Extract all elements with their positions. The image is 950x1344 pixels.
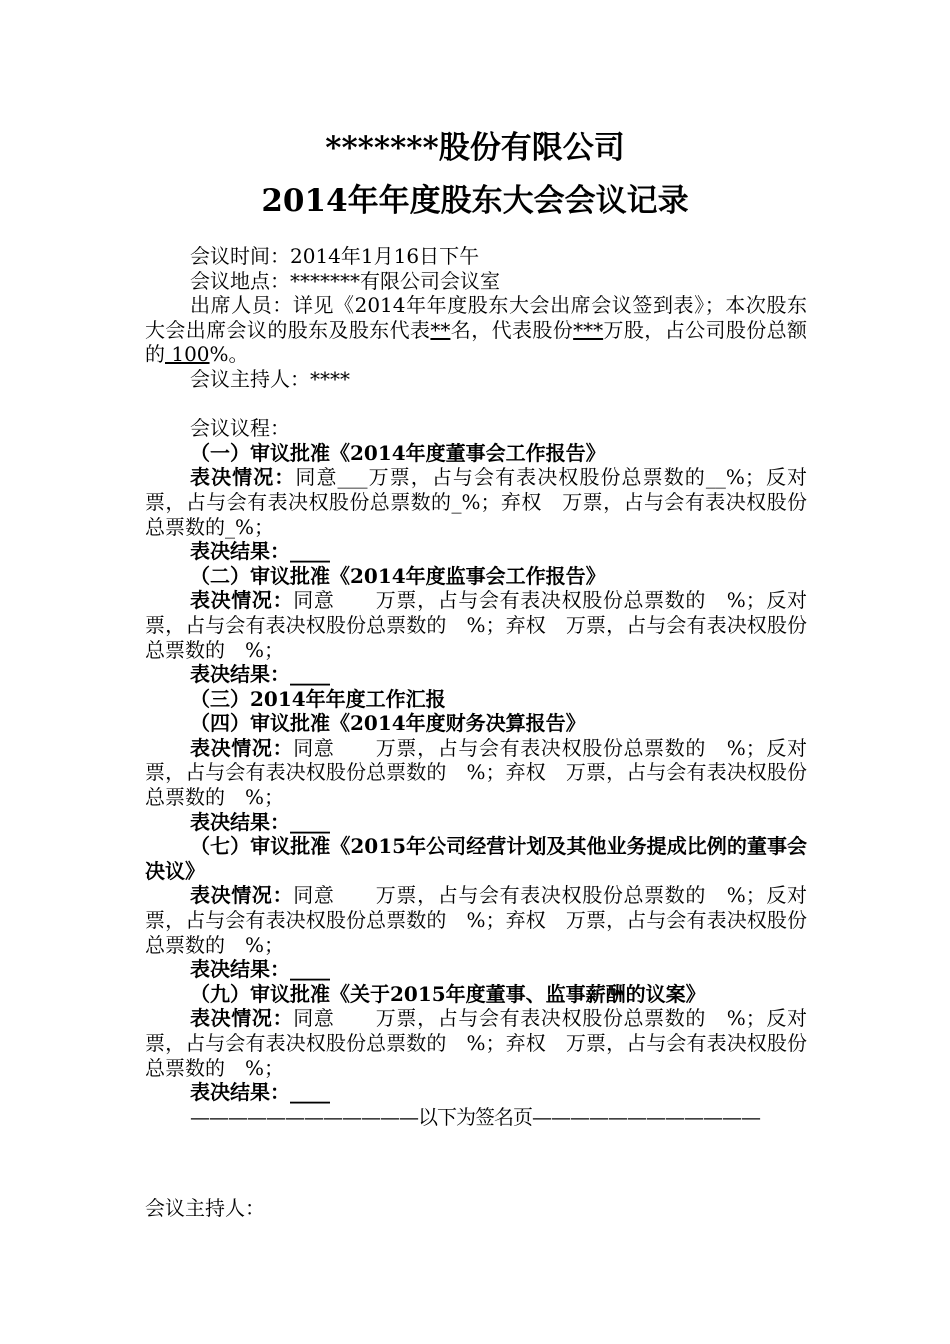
agenda-item-3-heading: （三）2014年年度工作汇报 bbox=[190, 686, 446, 711]
vote-text: 同意 万票，占与会有表决权股份总票数的 %；反对 票，占与会有表决权股份总票数的 %；弃权 万票，占与会有表决权股份总票数的 %； bbox=[145, 1006, 827, 1080]
result-blank: ____ bbox=[290, 957, 330, 982]
attendees-percent: 100 bbox=[165, 342, 210, 367]
meeting-host: 会议主持人：**** bbox=[190, 366, 350, 391]
agenda-item-2-result bbox=[145, 662, 807, 687]
agenda-item-7-vote bbox=[145, 883, 827, 957]
vote-blank: ___ bbox=[337, 465, 368, 490]
attendees bbox=[145, 293, 807, 367]
vote-label: 表决情况： bbox=[190, 883, 294, 908]
result-label: 表决结果： bbox=[190, 1080, 290, 1105]
attendees-text-b: 名，代表股份 bbox=[450, 317, 574, 342]
attendees-text-d: %。 bbox=[209, 342, 249, 367]
blank-line bbox=[145, 392, 807, 417]
agenda-item-9-vote bbox=[145, 1006, 827, 1080]
agenda-item-4-result bbox=[145, 810, 807, 835]
vote-blank: __ bbox=[705, 465, 726, 490]
attendees-text-a: 出席人员：详见《2014年年度股东大会出席会议签到表》；本次股东大会出席会议的股东及股东代表 bbox=[145, 293, 807, 342]
agenda-label: 会议议程： bbox=[190, 416, 290, 441]
agenda-item-9-heading: （九）审议批准《关于2015年度董事、监事薪酬的议案》 bbox=[190, 981, 706, 1006]
vote-text: 同意 万票，占与会有表决权股份总票数的 %；反对 票，占与会有表决权股份总票数的 %；弃权 万票，占与会有表决权股份总票数的 %； bbox=[145, 735, 827, 810]
signature-host-label: 会议主持人： bbox=[145, 1196, 265, 1220]
vote-text: %；弃权 万票，占与会有表决权股份总票数的 bbox=[145, 489, 807, 539]
agenda-item-4-vote bbox=[145, 735, 827, 810]
agenda-item-1-heading: （一）审议批准《2014年度董事会工作报告》 bbox=[190, 440, 606, 465]
signature-separator: ————————————以下为签名页———————————— bbox=[190, 1104, 760, 1129]
agenda-item-2-heading: （二）审议批准《2014年度监事会工作报告》 bbox=[190, 563, 606, 588]
vote-text: 同意 万票，占与会有表决权股份总票数的 %；反对 票，占与会有表决权股份总票数的 %；弃权 万票，占与会有表决权股份总票数的 %； bbox=[145, 883, 827, 957]
agenda-item-9-result bbox=[145, 1080, 807, 1105]
vote-text: %；反对 票，占与会有表决权股份总票数的 bbox=[145, 465, 828, 514]
attendees-text-c: 万股，占公司股份总额的 bbox=[145, 317, 808, 367]
result-blank: ____ bbox=[290, 539, 330, 564]
agenda-item-1-result bbox=[145, 539, 807, 564]
vote-text: %； bbox=[235, 514, 275, 539]
result-blank: ____ bbox=[290, 662, 330, 687]
agenda-item-2-vote bbox=[145, 588, 827, 662]
result-label: 表决结果： bbox=[190, 957, 290, 982]
result-blank: ____ bbox=[290, 1080, 330, 1105]
attendees-shares: *** bbox=[573, 317, 604, 342]
vote-blank: _ bbox=[225, 514, 235, 539]
result-label: 表决结果： bbox=[190, 662, 290, 687]
document-title-meeting: 2014年年度股东大会会议记录 bbox=[261, 183, 689, 219]
vote-text: 同意 万票，占与会有表决权股份总票数的 %；反对 票，占与会有表决权股份总票数的 %；弃权 万票，占与会有表决权股份总票数的 %； bbox=[145, 588, 827, 662]
vote-label: 表决情况： bbox=[190, 735, 294, 760]
vote-text: 万票，占与会有表决权股份总票数的 bbox=[367, 465, 706, 490]
document-body bbox=[145, 244, 828, 1129]
document-title-company: *******股份有限公司 bbox=[325, 130, 625, 166]
meeting-time: 会议时间：2014年1月16日下午 bbox=[190, 244, 480, 268]
vote-label: 表决情况： bbox=[190, 1006, 294, 1031]
attendees-count: ** bbox=[430, 317, 451, 342]
agenda-item-7-result bbox=[145, 957, 807, 982]
vote-text: 同意 bbox=[295, 465, 338, 490]
vote-label: 表决情况： bbox=[190, 465, 296, 490]
agenda-item-7-heading: （七）审议批准《2015年公司经营计划及其他业务提成比例的董事会决议》 bbox=[145, 834, 807, 883]
result-blank: ____ bbox=[290, 809, 330, 834]
vote-blank: _ bbox=[451, 489, 462, 514]
result-label: 表决结果： bbox=[190, 539, 290, 564]
meeting-place: 会议地点：*******有限公司会议室 bbox=[190, 268, 500, 293]
agenda-item-4-heading: （四）审议批准《2014年度财务决算报告》 bbox=[190, 711, 586, 736]
agenda-item-1-vote bbox=[145, 465, 828, 539]
result-label: 表决结果： bbox=[190, 809, 290, 834]
vote-label: 表决情况： bbox=[190, 588, 294, 613]
